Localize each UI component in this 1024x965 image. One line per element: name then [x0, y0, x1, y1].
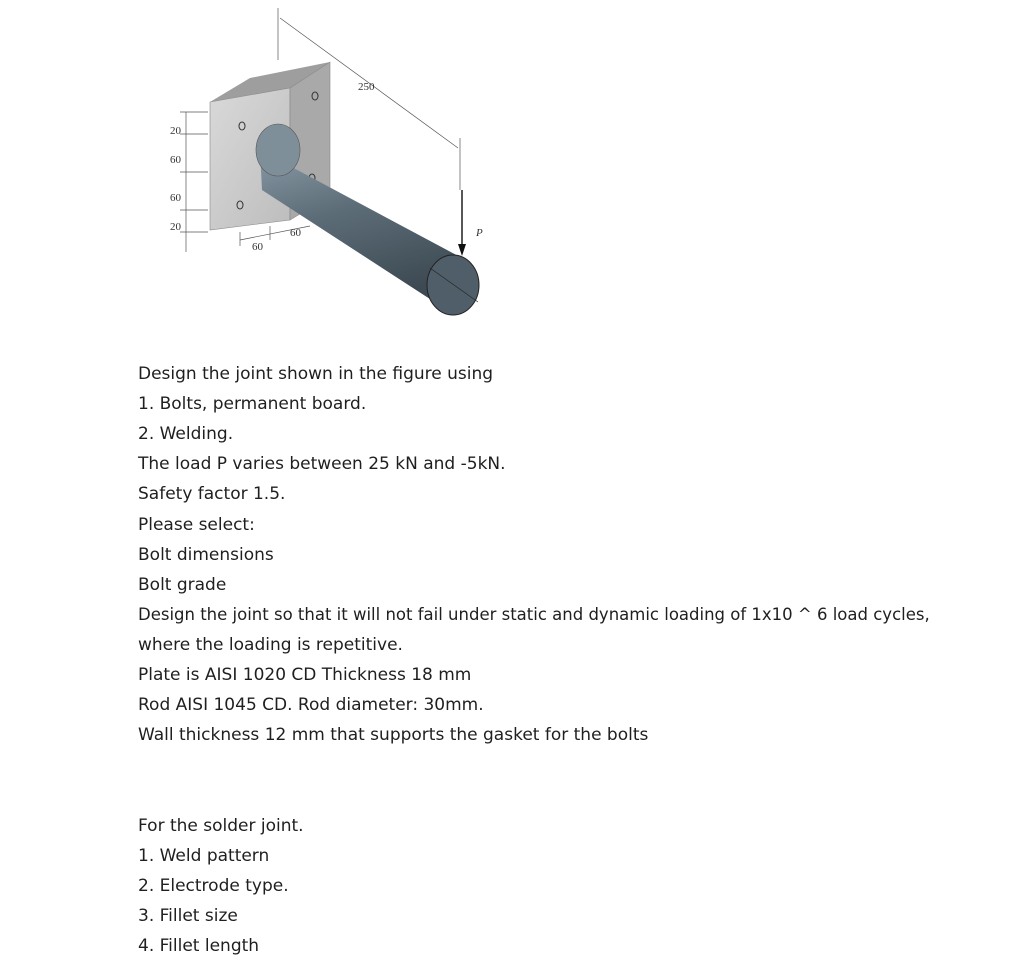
problem-line: Safety factor 1.5.: [138, 484, 286, 504]
problem-line: Wall thickness 12 mm that supports the gasket for the bolts: [138, 725, 649, 745]
problem-line: 1. Bolts, permanent board.: [138, 394, 367, 414]
solder-line: 4. Fillet length: [138, 936, 260, 956]
solder-line: 1. Weld pattern: [138, 846, 270, 866]
dim-v1-label: 20: [170, 125, 181, 137]
problem-line: Design the joint so that it will not fail under static and dynamic loading of 1x10 ^ 6 load cycles,: [138, 605, 930, 624]
load-label: P: [476, 227, 483, 239]
dim-v3-label: 60: [170, 192, 181, 204]
problem-line: The load P varies between 25 kN and -5kN.: [138, 454, 506, 474]
rod-root: [256, 124, 300, 176]
solder-line: 2. Electrode type.: [138, 876, 289, 896]
rod-free-end: [427, 255, 479, 315]
problem-line: where the loading is repetitive.: [138, 635, 403, 655]
problem-line: Please select:: [138, 515, 255, 535]
problem-line: Plate is AISI 1020 CD Thickness 18 mm: [138, 665, 472, 685]
dim-h2-label: 60: [290, 227, 301, 239]
solder-line: 3. Fillet size: [138, 906, 238, 926]
bracket-rod-figure: [150, 0, 510, 330]
dim-v4-label: 20: [170, 221, 181, 233]
dim-length-label: 250: [358, 81, 375, 93]
problem-line: Rod AISI 1045 CD. Rod diameter: 30mm.: [138, 695, 484, 715]
problem-line: Design the joint shown in the figure using: [138, 364, 494, 384]
problem-line: 2. Welding.: [138, 424, 234, 444]
problem-line: Bolt grade: [138, 575, 227, 595]
dim-h1-label: 60: [252, 241, 263, 253]
solder-line: For the solder joint.: [138, 816, 304, 836]
dim-v2-label: 60: [170, 154, 181, 166]
problem-line: Bolt dimensions: [138, 545, 274, 565]
